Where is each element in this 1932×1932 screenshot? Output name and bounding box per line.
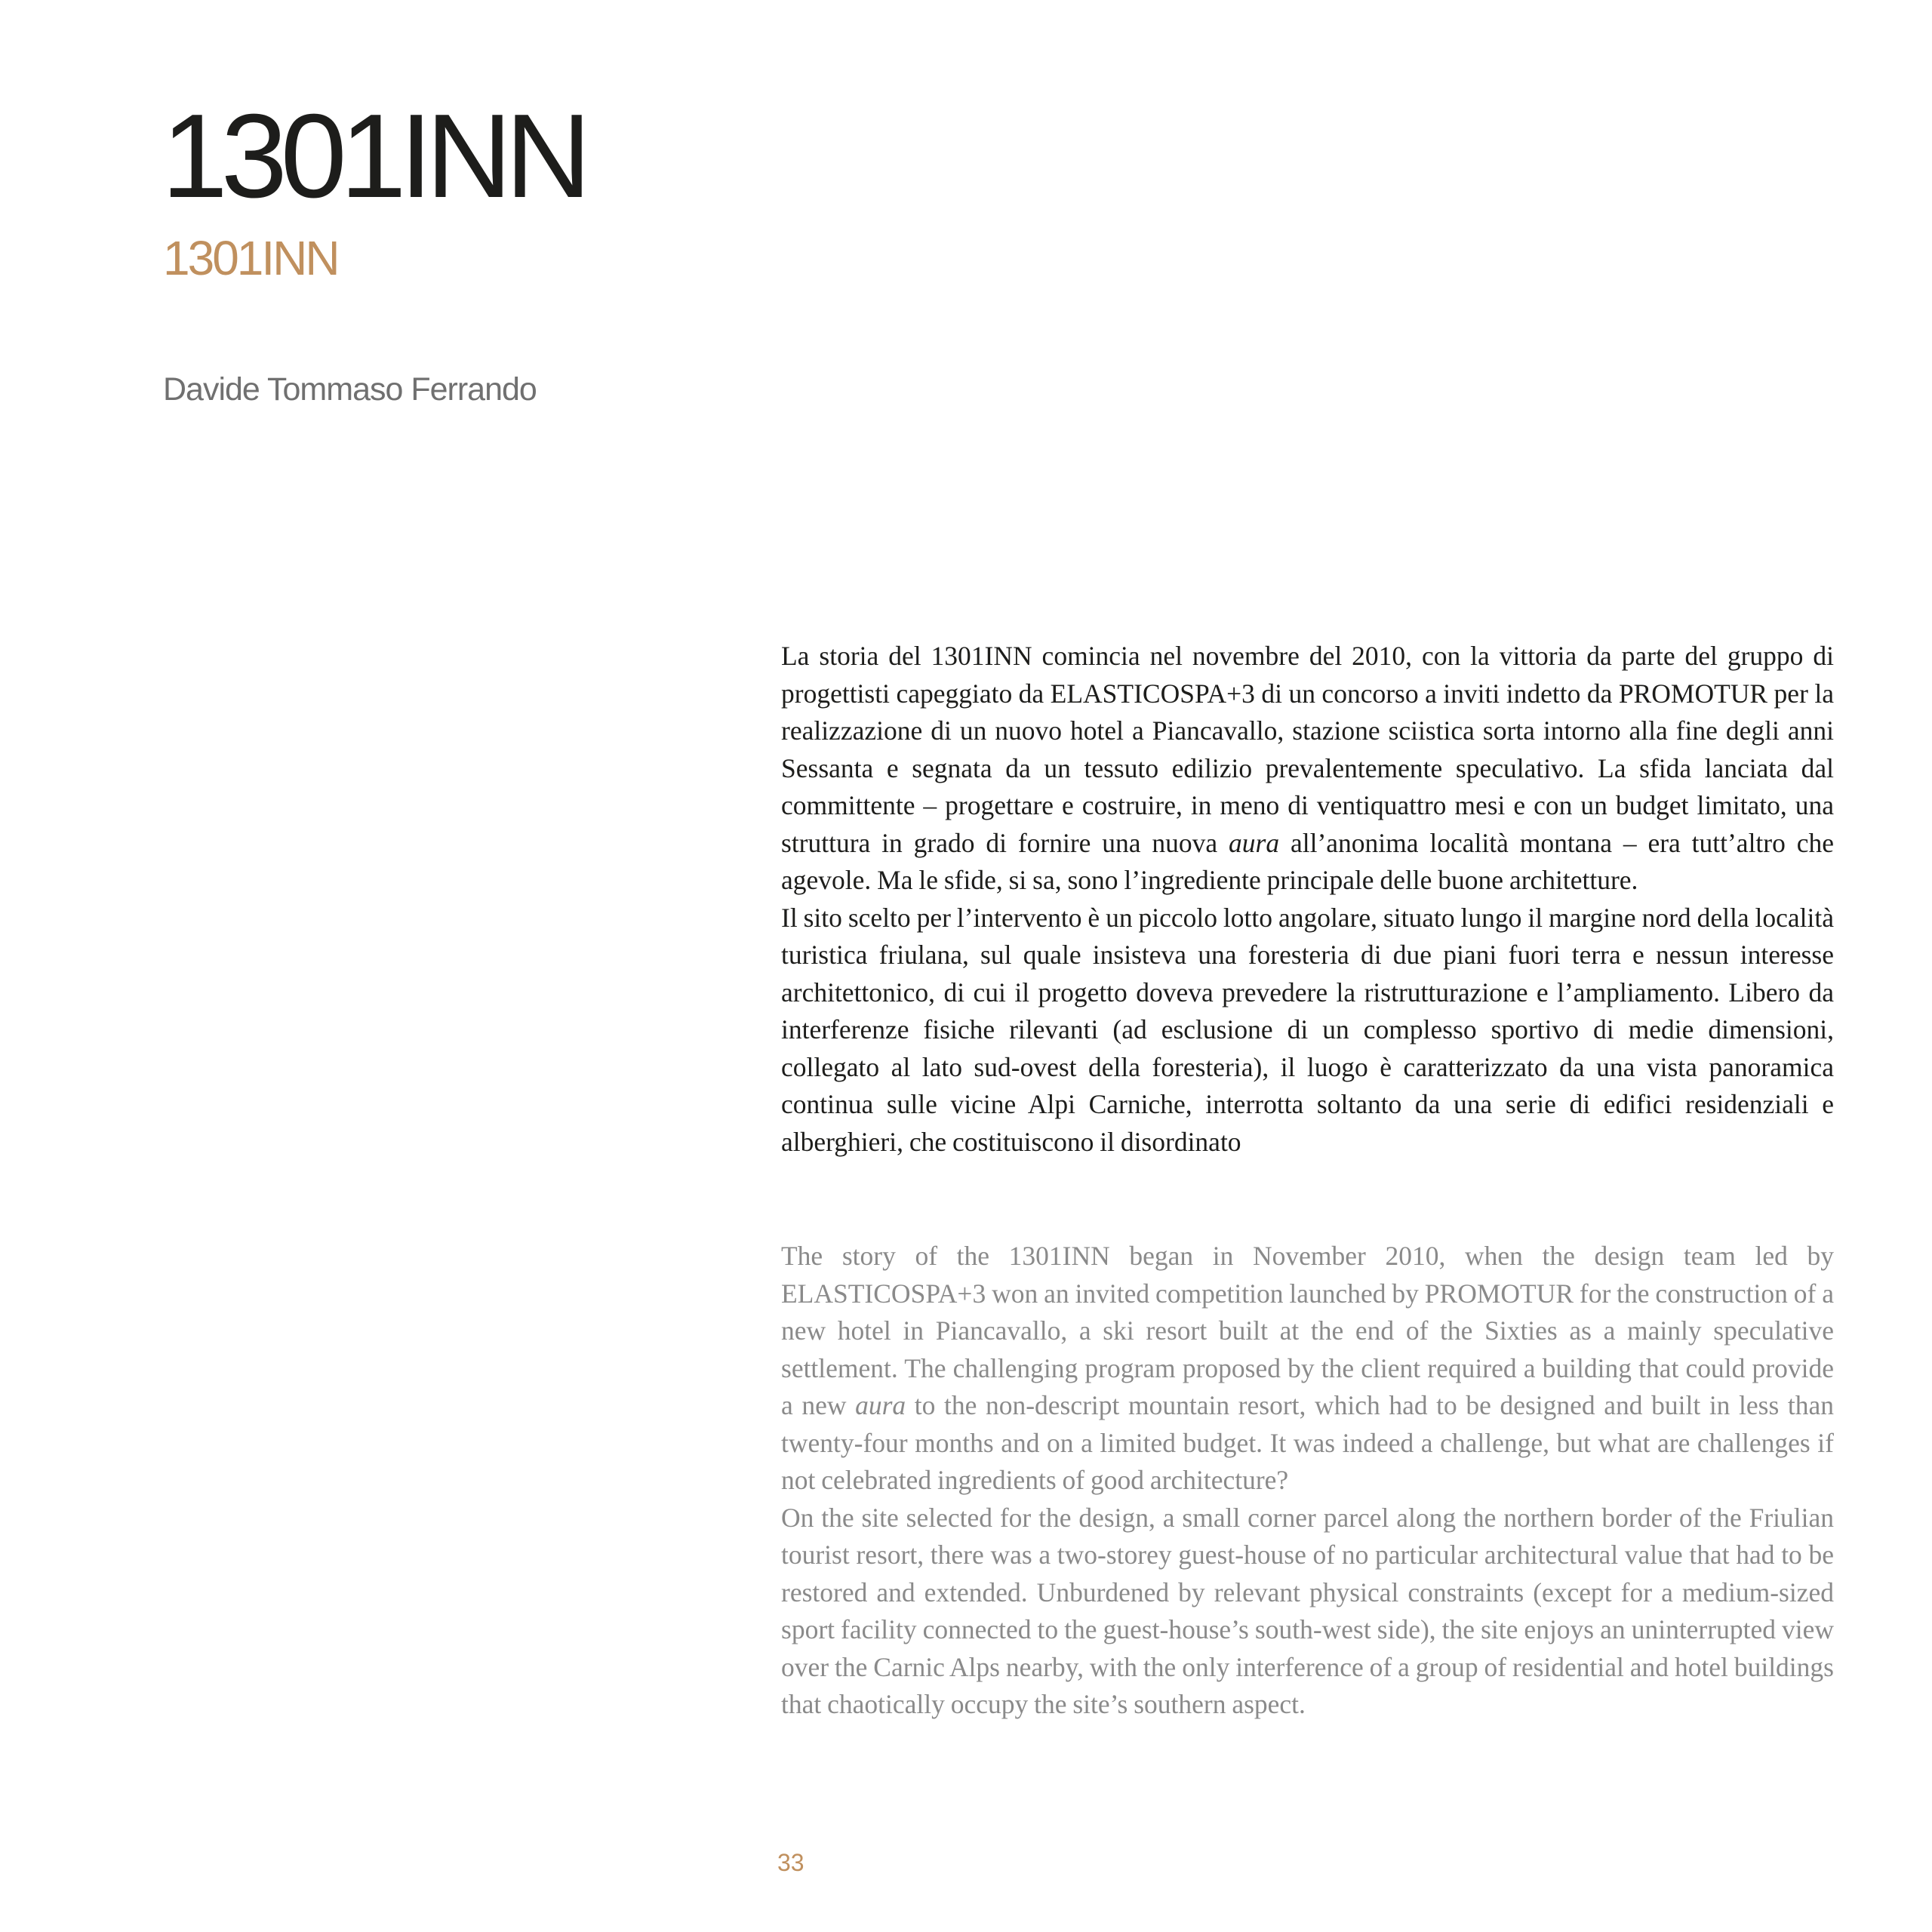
english-paragraph-2: On the site selected for the design, a small corner parcel along the northern border of the Friulian tourist resort, there was a two-storey guest-house of no particular architectural value that had to be restored and extended. Unburdened by relevant physical constraints (except for a medium-sized sport facility connected to the guest-house’s south-west side), the site enjoys an uninterrupted view over the Carnic Alps nearby, with the only interference of a group of residential and hotel buildings that chaotically occupy the site’s southern aspect. [781, 1502, 1834, 1719]
italian-italic-aura: aura [1229, 827, 1280, 858]
english-paragraph-1 [781, 1238, 1834, 1500]
english-paragraph-1-part-b: to the non-descript mountain resort, which had to be designed and built in less than twenty-four months and on a limited budget. It was indeed a challenge, but what are challenges if not celebrated ingredients of good architecture? [781, 1390, 1834, 1495]
italian-text-block [781, 638, 1834, 1161]
page-number: 33 [777, 1849, 804, 1876]
italian-paragraph-2: Il sito scelto per l’intervento è un piccolo lotto angolare, situato lungo il margine nord della località turistica friulana, sul quale insisteva una foresteria di due piani fuori terra e nessun interesse architettonico, di cui il progetto doveva prevedere la ristrutturazione e l’ampliamento. Libero da interferenze fisiche rilevanti (ad esclusione di un complesso sportivo di medie dimensioni, collegato al lato sud-ovest della foresteria), il luogo è caratterizzato da una vista panoramica continua sulle vicine Alpi Carniche, interrotta soltanto da una serie di edifici residenziali e alberghieri, che costituiscono il disordinato [781, 902, 1834, 1157]
italian-paragraph-1-part-a: La storia del 1301INN comincia nel novembre del 2010, con la vittoria da parte del gruppo di progettisti capeggiato da ELASTICOSPA+3 di un concorso a inviti indetto da PROMOTUR per la realizzazione di un nuovo hotel a Piancavallo, stazione sciistica sorta intorno alla fine degli anni Sessanta e segnata da un tessuto edilizio prevalentemente speculativo. La sfida lanciata dal committente – progettare e costruire, in meno di ventiquattro mesi e con un budget limitato, una struttura in grado di fornire una nuova [781, 641, 1834, 858]
english-paragraph-1-part-a: The story of the 1301INN began in November 2010, when the design team led by ELASTICOSPA+3 won an invited competition launched by PROMOTUR for the construction of a new hotel in Piancavallo, a ski resort built at the end of the Sixties as a mainly speculative settlement. The challenging program proposed by the client required a building that could provide a new [781, 1241, 1834, 1420]
author-name: Davide Tommaso Ferrando [163, 371, 537, 408]
italian-paragraph-1-part-b: all’anonima località montana – era tutt’altro che agevole. Ma le sfide, si sa, sono l’ingrediente principale delle buone architetture. [781, 827, 1834, 895]
english-italic-aura: aura [855, 1390, 906, 1420]
italian-paragraph-1 [781, 638, 1834, 900]
english-text-block [781, 1238, 1834, 1724]
page-subtitle: 1301INN [163, 231, 338, 285]
page-title: 1301INN [162, 90, 585, 223]
